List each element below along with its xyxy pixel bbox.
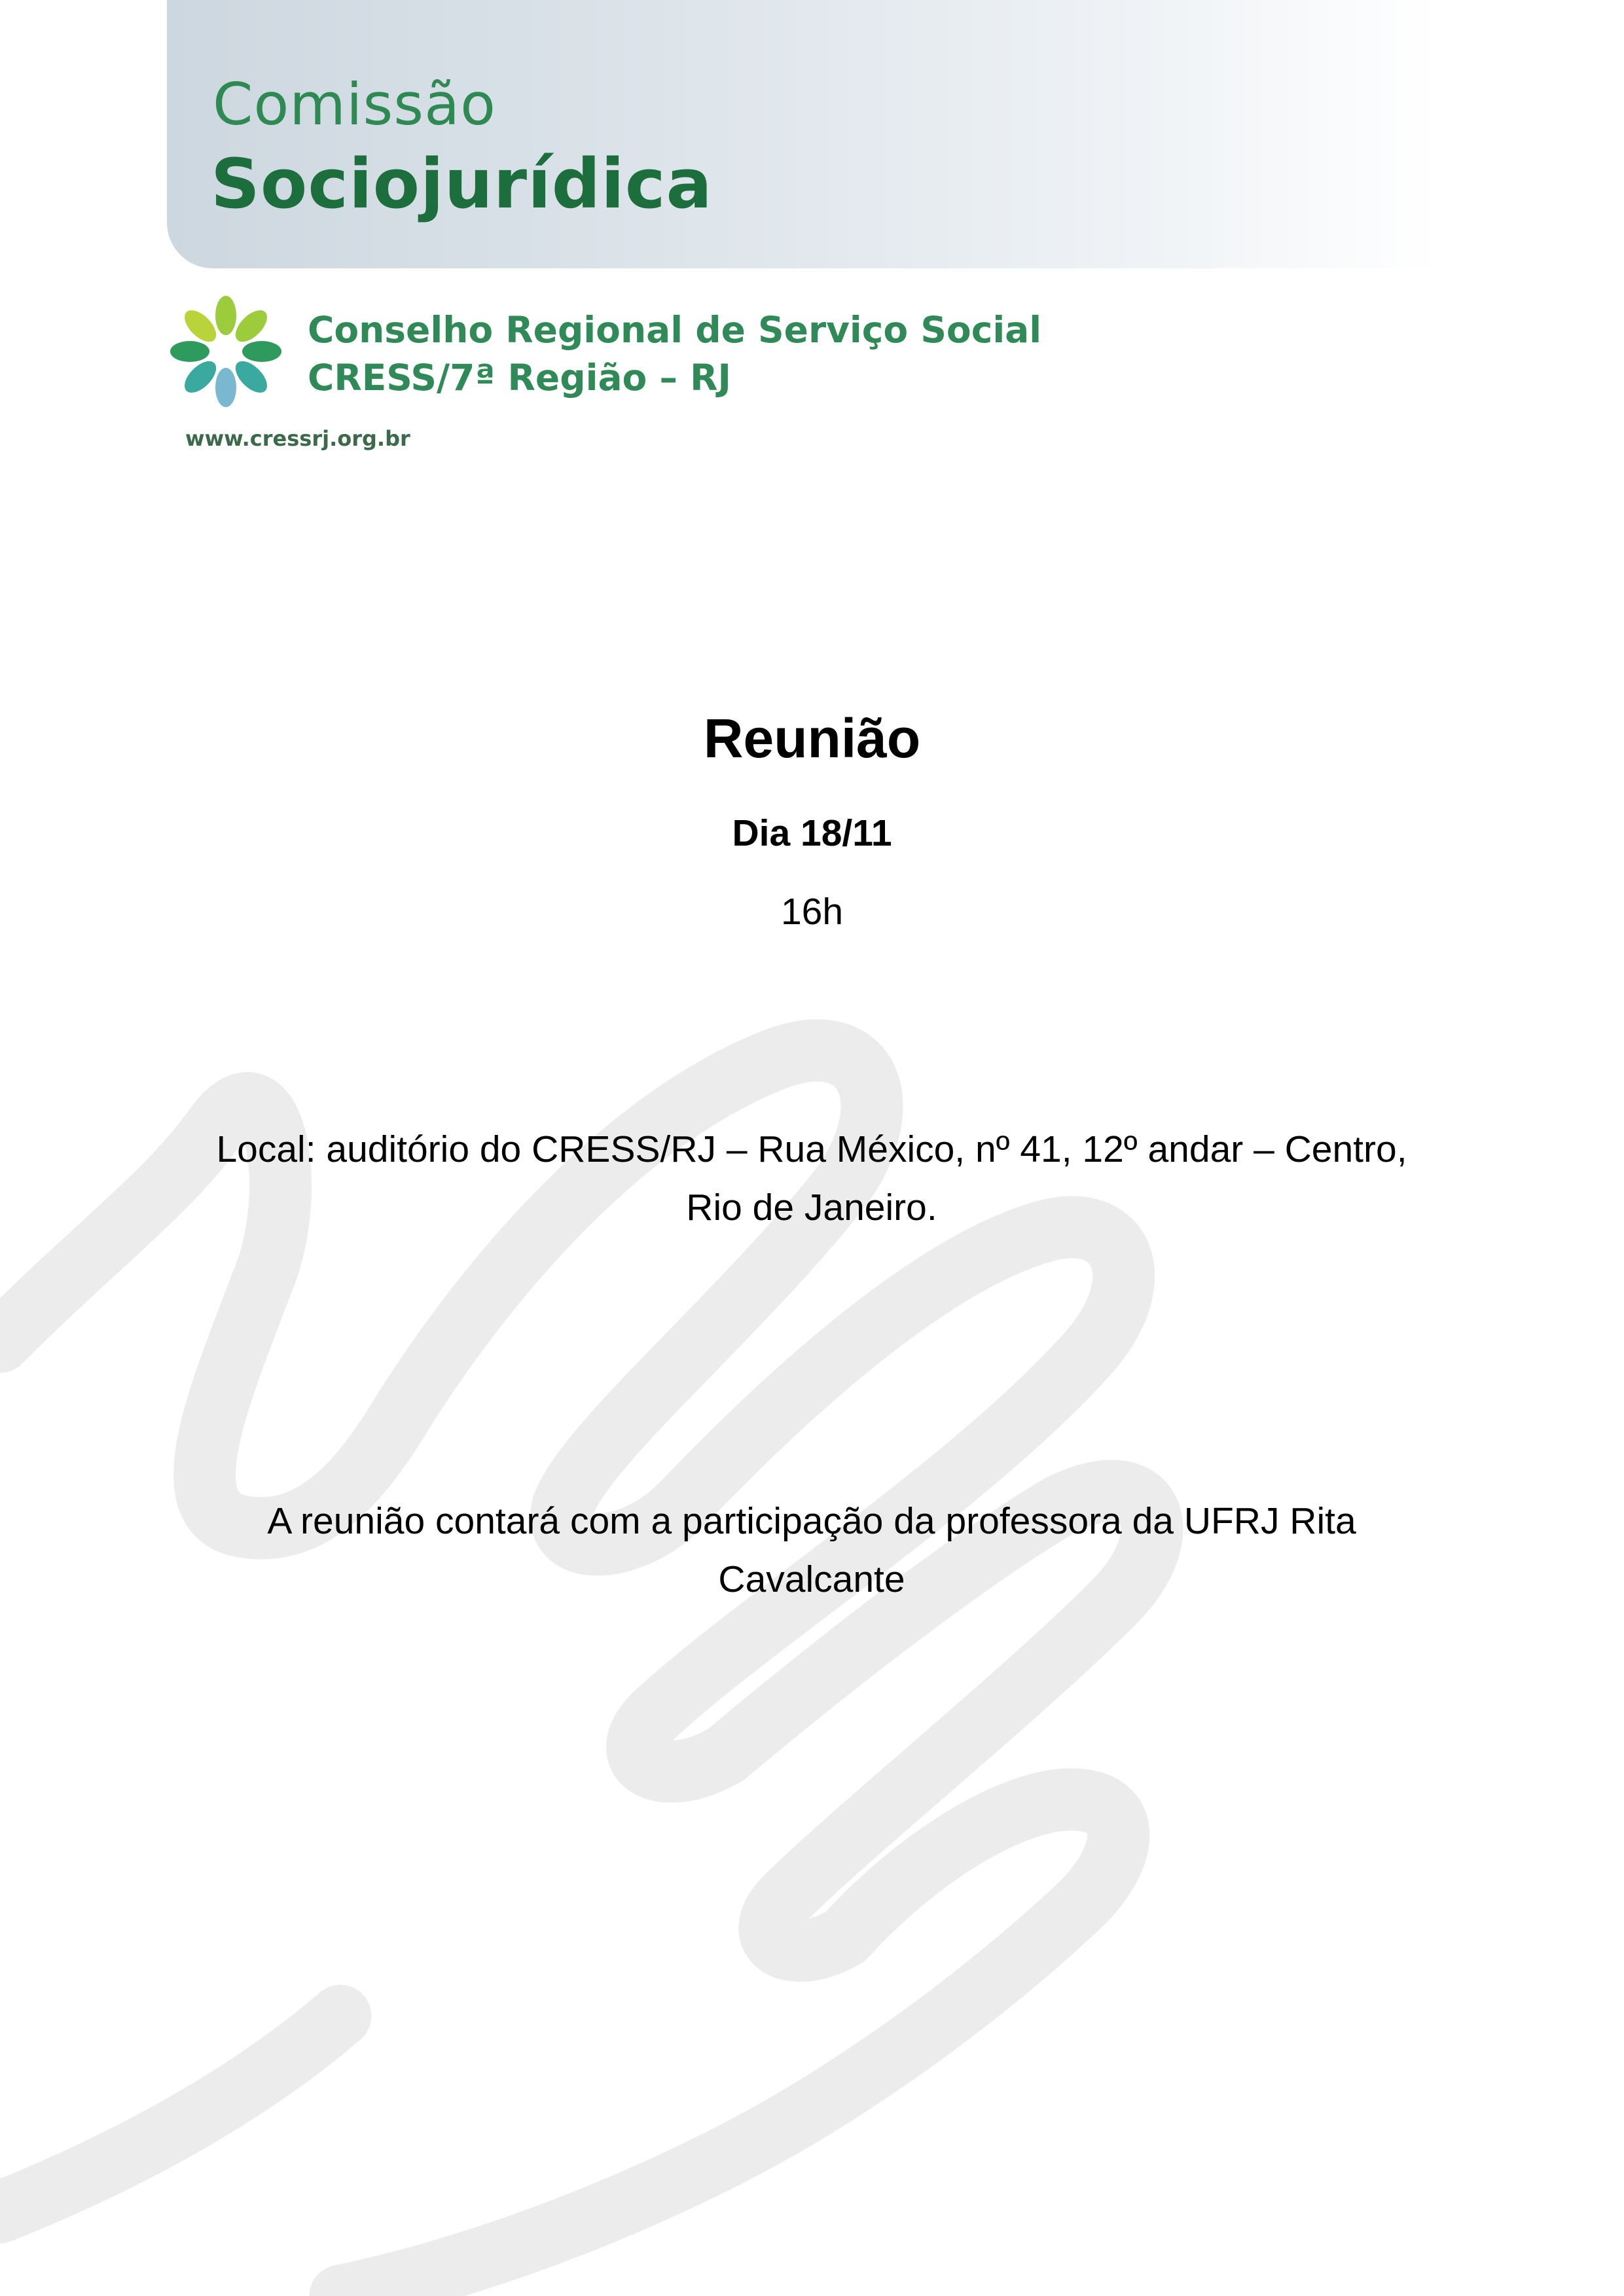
org-name: Conselho Regional de Serviço Social: [308, 309, 1042, 351]
meeting-location: [167, 1121, 1456, 1237]
location-line-2: Rio de Janeiro.: [686, 1187, 937, 1229]
commission-title-line1: Comissão: [213, 71, 496, 138]
meeting-time: 16h: [780, 891, 844, 933]
meeting-title: Reunião: [703, 708, 921, 769]
org-region: CRESS/7ª Região – RJ: [308, 357, 731, 399]
location-line-1: Local: auditório do CRESS/RJ – Rua México, nº 41, 12º andar – Centro,: [216, 1128, 1407, 1170]
hands-circle-icon: [164, 291, 288, 412]
meeting-participation: [167, 1492, 1456, 1609]
commission-title-line2: Sociojurídica: [211, 144, 713, 224]
participation-line-2: Cavalcante: [718, 1558, 905, 1600]
participation-line-1: A reunião contará com a participação da professora da UFRJ Rita: [267, 1500, 1356, 1542]
org-website: www.cressrj.org.br: [185, 426, 410, 451]
meeting-date: Dia 18/11: [732, 812, 892, 854]
